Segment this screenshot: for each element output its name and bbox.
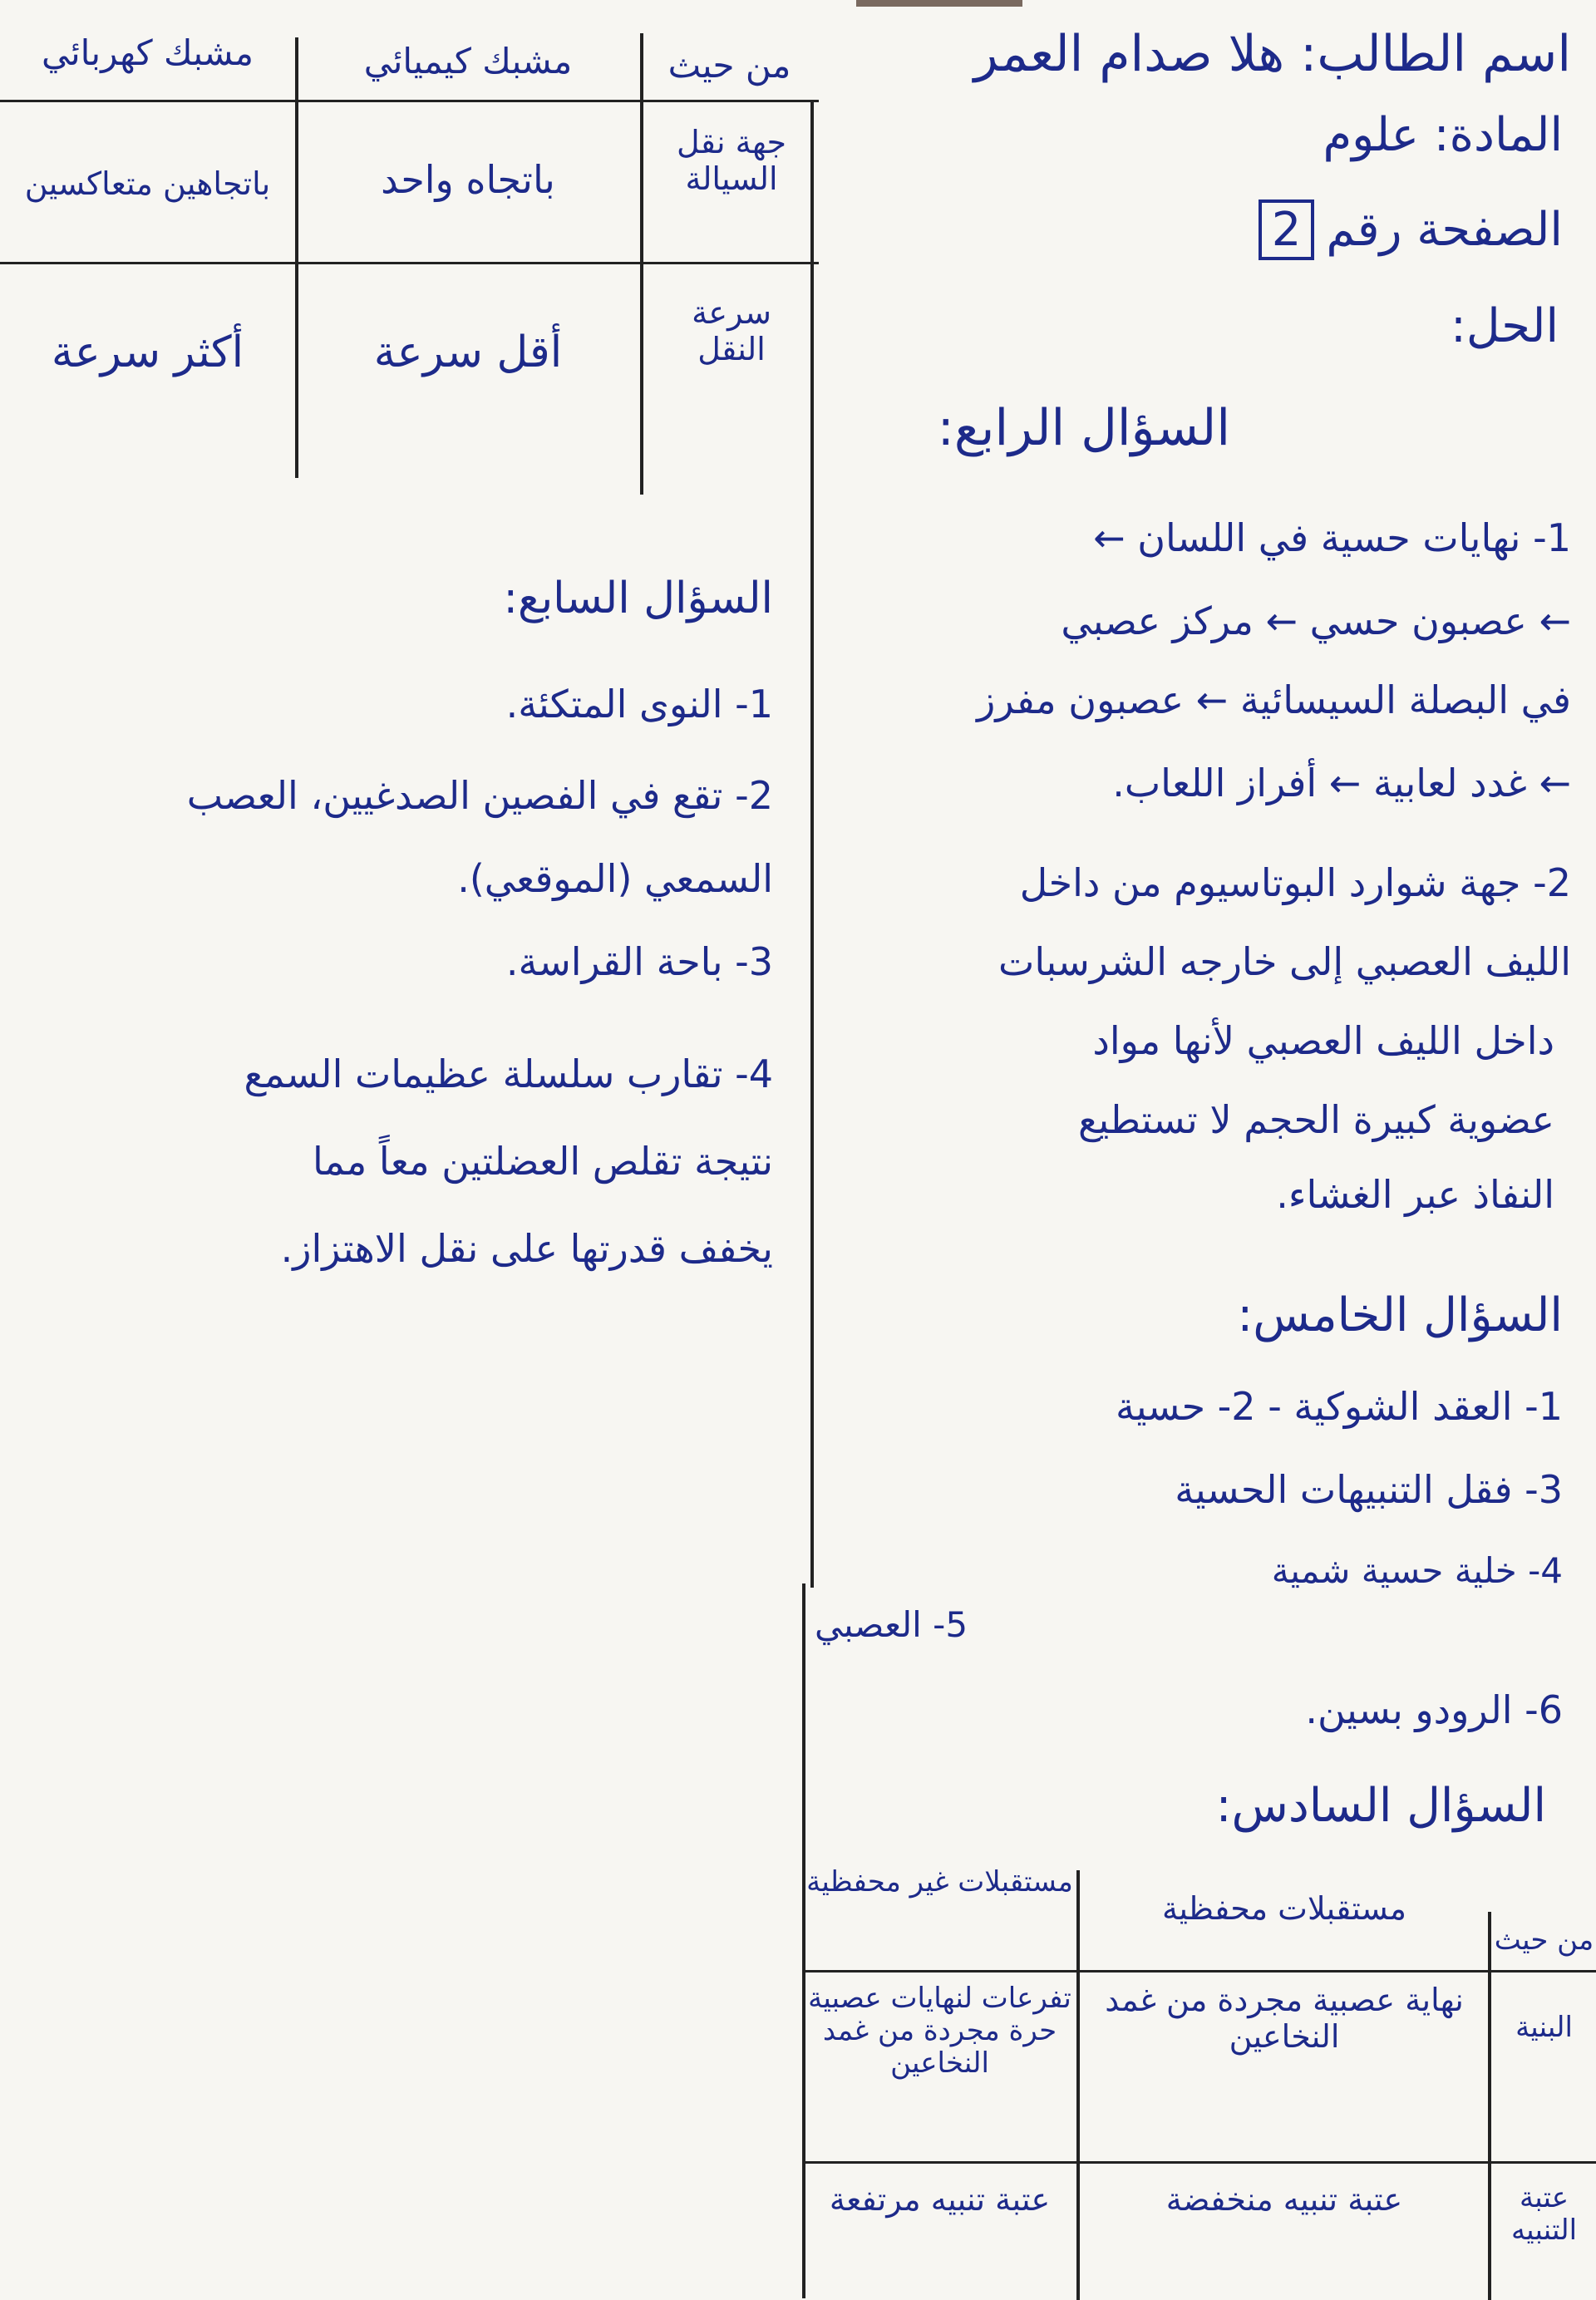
q6-row1-label: البنية [1515, 2011, 1573, 2044]
q5-line-5: 6- الرودو بسين. [1305, 1687, 1563, 1732]
q5-line-4: 5- العصبي [815, 1604, 968, 1645]
q7-line-6: نتيجة تقلص العضلتين معاً مما [312, 1139, 773, 1184]
q6-row2-noncapsular: عتبة تنبيه مرتفعة [829, 2181, 1051, 2218]
top-table-row2-chemical: أقل سرعة [373, 328, 563, 377]
solution-label: الحل: [1450, 299, 1559, 353]
top-table-hline-2 [0, 262, 819, 264]
q6-row2-label: عتبة التنبيه [1510, 2181, 1578, 2248]
top-table-vline-2 [295, 37, 298, 478]
top-table-header-chemical: مشبك كيميائي [363, 41, 573, 81]
student-name: اسم الطالب: هلا صدام العمر [973, 25, 1571, 83]
q7-line-2: 2- تقع في الفصين الصدغيين، العصب [186, 773, 773, 818]
q6-header-noncapsular: مستقبلات غير محفظية [806, 1865, 1073, 1899]
top-table-header-aspect: من حيث [667, 45, 791, 86]
top-table-vline-1 [640, 33, 643, 495]
q4-a2-line-5: النفاذ عبر الغشاء. [1276, 1172, 1554, 1217]
q6-table-vline-2 [1488, 1912, 1491, 2300]
top-table-row1-label: جهة نقل السيالة [676, 124, 787, 197]
q4-a1-line-1: 1- نهايات حسية في اللسان ← [1093, 515, 1571, 560]
page-center-divider [810, 100, 814, 1588]
q7-line-7: يخفف قدرتها على نقل الاهتزاز. [280, 1226, 773, 1271]
q6-row1-capsular: نهاية عصبية مجردة من غمد النخاعين [1105, 1982, 1464, 2055]
q6-table-hline-1 [802, 1970, 1596, 1972]
q4-a1-line-2: ← عصبون حسي ← مركز عصبي [1061, 598, 1571, 643]
q6-table-hline-2 [802, 2161, 1596, 2164]
q6-table-vline-1 [1076, 1870, 1080, 2300]
q6-header-aspect: من حيث [1494, 1923, 1594, 1957]
top-table-hline-1 [0, 100, 819, 102]
top-table-row1-electrical: باتجاهين متعاكسين [24, 165, 271, 202]
q5-line-2: 3- فقل التنبيهات الحسية [1175, 1467, 1563, 1512]
subject-label: المادة: علوم [1323, 108, 1563, 162]
q4-title: السؤال الرابع: [937, 399, 1230, 457]
page-number-box: 2 [1259, 199, 1315, 260]
q4-a2-line-2: الليف العصبي إلى خارجه الشرسبات [998, 939, 1571, 984]
top-table-row2-electrical: أكثر سرعة [51, 328, 244, 377]
q7-line-3: السمعي (الموقعي). [457, 856, 773, 901]
top-table-header-electrical: مشبك كهربائي [41, 32, 254, 73]
q5-title: السؤال الخامس: [1237, 1288, 1563, 1342]
q4-a2-line-3: داخل الليف العصبي لأنها مواد [1092, 1018, 1554, 1063]
q6-row1-noncapsular: تفرعات لنهايات عصبية حرة مجردة من غمد النخاعين [808, 1982, 1071, 2081]
q7-line-1: 1- النوى المتكئة. [505, 682, 773, 726]
page-label: الصفحة رقم [1326, 203, 1563, 257]
q6-title: السؤال السادس: [1215, 1779, 1546, 1833]
top-table-row2-label: سرعة النقل [692, 294, 771, 367]
q4-a1-line-3: في البصلة السيسائية ← عصبون مفرز [977, 677, 1571, 722]
q4-a2-line-4: عضوية كبيرة الحجم لا تستطيع [1077, 1097, 1554, 1142]
q6-header-capsular: مستقبلات محفظية [1161, 1890, 1407, 1927]
top-table-row1-chemical: باتجاه واحد [381, 157, 555, 202]
q4-a1-line-4: ← غدد لعابية ← أفراز اللعاب. [1112, 761, 1571, 805]
q5-line-3: 4- خلية حسية شمية [1271, 1550, 1563, 1591]
q7-title: السؤال السابع: [503, 574, 773, 623]
q7-line-4: 3- باحة القراسة. [505, 939, 773, 984]
q4-a2-line-1: 2- جهة شوارد البوتاسيوم من داخل [1019, 860, 1571, 905]
page-number-row [1259, 199, 1563, 260]
q6-row2-capsular: عتبة تنبيه منخفضة [1165, 2181, 1403, 2218]
q5-line-1: 1- العقد الشوكية - 2- حسية [1116, 1384, 1563, 1429]
scan-edge-strip [856, 0, 1022, 7]
q7-line-5: 4- تقارب سلسلة عظيمات السمع [244, 1051, 773, 1096]
